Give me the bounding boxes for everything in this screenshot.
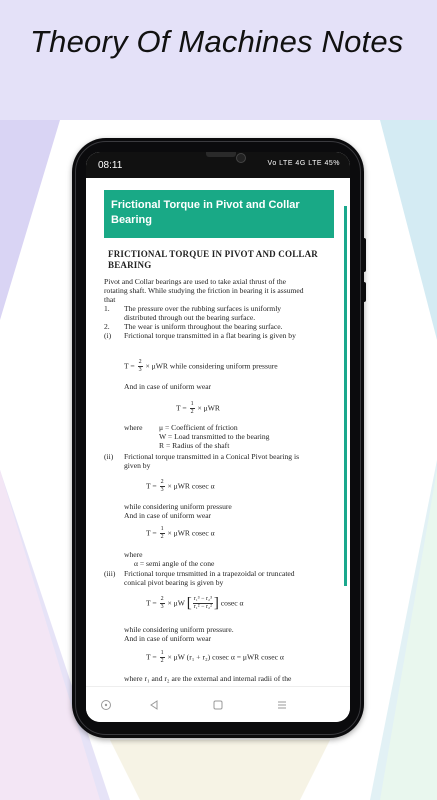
text-line: Pivot and Collar bearings are used to take axial thrust of the bbox=[104, 277, 286, 286]
topic-header-title: Frictional Torque in Pivot and Collar Bearing bbox=[111, 199, 300, 226]
text-line: Frictional torque transmitted in a flat bearing is given by bbox=[124, 331, 296, 340]
text-line: distributed through out the bearing surface. bbox=[124, 313, 256, 322]
text-line: where r₁ and r₂ are the external and internal radii of the bbox=[124, 674, 292, 683]
text-line: given by bbox=[124, 461, 151, 470]
status-bar bbox=[86, 152, 350, 178]
text-line: rotating shaft. While studying the friction in bearing it is assumed bbox=[104, 286, 304, 295]
fraction: $\frac{2}{3}$ bbox=[160, 596, 164, 610]
text-line: R = Radius of the shaft bbox=[159, 441, 230, 450]
text-line: The pressure over the rubbing surfaces is uniformly bbox=[124, 304, 282, 313]
home-circle-icon[interactable] bbox=[100, 699, 112, 713]
power-button bbox=[362, 282, 366, 302]
formula-flat-uniform-pressure: T = $\frac{2}{3}$ × μWR while considering uniform pressure bbox=[124, 359, 278, 373]
earpiece bbox=[206, 152, 236, 157]
status-time: 08:11 bbox=[98, 160, 123, 171]
menu-lines-icon[interactable] bbox=[276, 699, 288, 713]
formula-trapezoidal-uniform-pressure: T = $\frac{2}{3}$ × μW [ $\frac{\text{r₁³ − r₂³}}{\text{r₁² − r₂²}}$ ] cosec α bbox=[146, 594, 244, 611]
recent-square-icon[interactable] bbox=[212, 699, 224, 713]
text-line: μ = Coefficient of friction bbox=[159, 423, 238, 432]
list-number: (ii) bbox=[104, 452, 114, 461]
phone-screen bbox=[86, 152, 350, 722]
text-line: Frictional torque transmitted in a Conical Pivot bearing is bbox=[124, 452, 300, 461]
text-line: while considering uniform pressure. bbox=[124, 625, 234, 634]
formula-conical-uniform-pressure: T = $\frac{2}{3}$ × μWR cosec α bbox=[146, 479, 215, 493]
text-line: Frictional torque trnsmitted in a trapezoidal or truncated bbox=[124, 569, 295, 578]
topic-header-card bbox=[104, 190, 334, 238]
fraction: $\frac{1}{2}$ bbox=[160, 650, 164, 664]
volume-button bbox=[362, 238, 366, 272]
text-line: W = Load transmitted to the bearing bbox=[159, 432, 270, 441]
text-line: And in case of uniform wear bbox=[124, 382, 212, 391]
formula-trapezoidal-uniform-wear: T = $\frac{1}{2}$ × μW (r₁ + r₂) cosec α = μWR cosec α bbox=[146, 650, 284, 664]
list-number: 2. bbox=[104, 322, 110, 331]
scroll-indicator[interactable] bbox=[344, 206, 347, 586]
text-line: And in case of uniform wear bbox=[124, 511, 212, 520]
back-triangle-icon[interactable] bbox=[148, 699, 160, 713]
fraction: $\frac{1}{2}$ bbox=[190, 401, 194, 415]
formula-flat-uniform-wear: T = $\frac{1}{2}$ × μWR bbox=[176, 401, 220, 415]
fraction: $\frac{2}{3}$ bbox=[160, 479, 164, 493]
banner-title: Theory Of Machines Notes bbox=[30, 24, 404, 59]
fraction: $\frac{2}{3}$ bbox=[138, 359, 142, 373]
navigation-bar bbox=[86, 686, 350, 722]
text-line: where bbox=[124, 550, 143, 559]
list-number: (i) bbox=[104, 331, 112, 340]
page-heading: FRICTIONAL TORQUE IN PIVOT AND COLLAR BEARING bbox=[108, 249, 319, 270]
bracket-fraction: $\frac{\text{r₁³ − r₂³}}{\text{r₁² − r₂²}}$ bbox=[193, 596, 212, 610]
status-indicators: Vo LTE 4G LTE 45% bbox=[267, 160, 340, 167]
content-area[interactable] bbox=[86, 178, 350, 686]
text-line: where bbox=[124, 423, 143, 432]
text-line: The wear is uniform throughout the bearing surface. bbox=[124, 322, 283, 331]
list-number: 1. bbox=[104, 304, 110, 313]
list-number: (iii) bbox=[104, 569, 116, 578]
formula-conical-uniform-wear: T = $\frac{1}{2}$ × μWR cosec α bbox=[146, 526, 215, 540]
text-line: And in case of uniform wear bbox=[124, 634, 212, 643]
text-line: conical pivot bearing is given by bbox=[124, 578, 224, 587]
fraction: $\frac{1}{2}$ bbox=[160, 526, 164, 540]
text-line: while considering uniform pressure bbox=[124, 502, 232, 511]
front-camera-icon bbox=[236, 153, 246, 163]
text-line: α = semi angle of the cone bbox=[134, 559, 215, 568]
text-line: that bbox=[104, 295, 116, 304]
